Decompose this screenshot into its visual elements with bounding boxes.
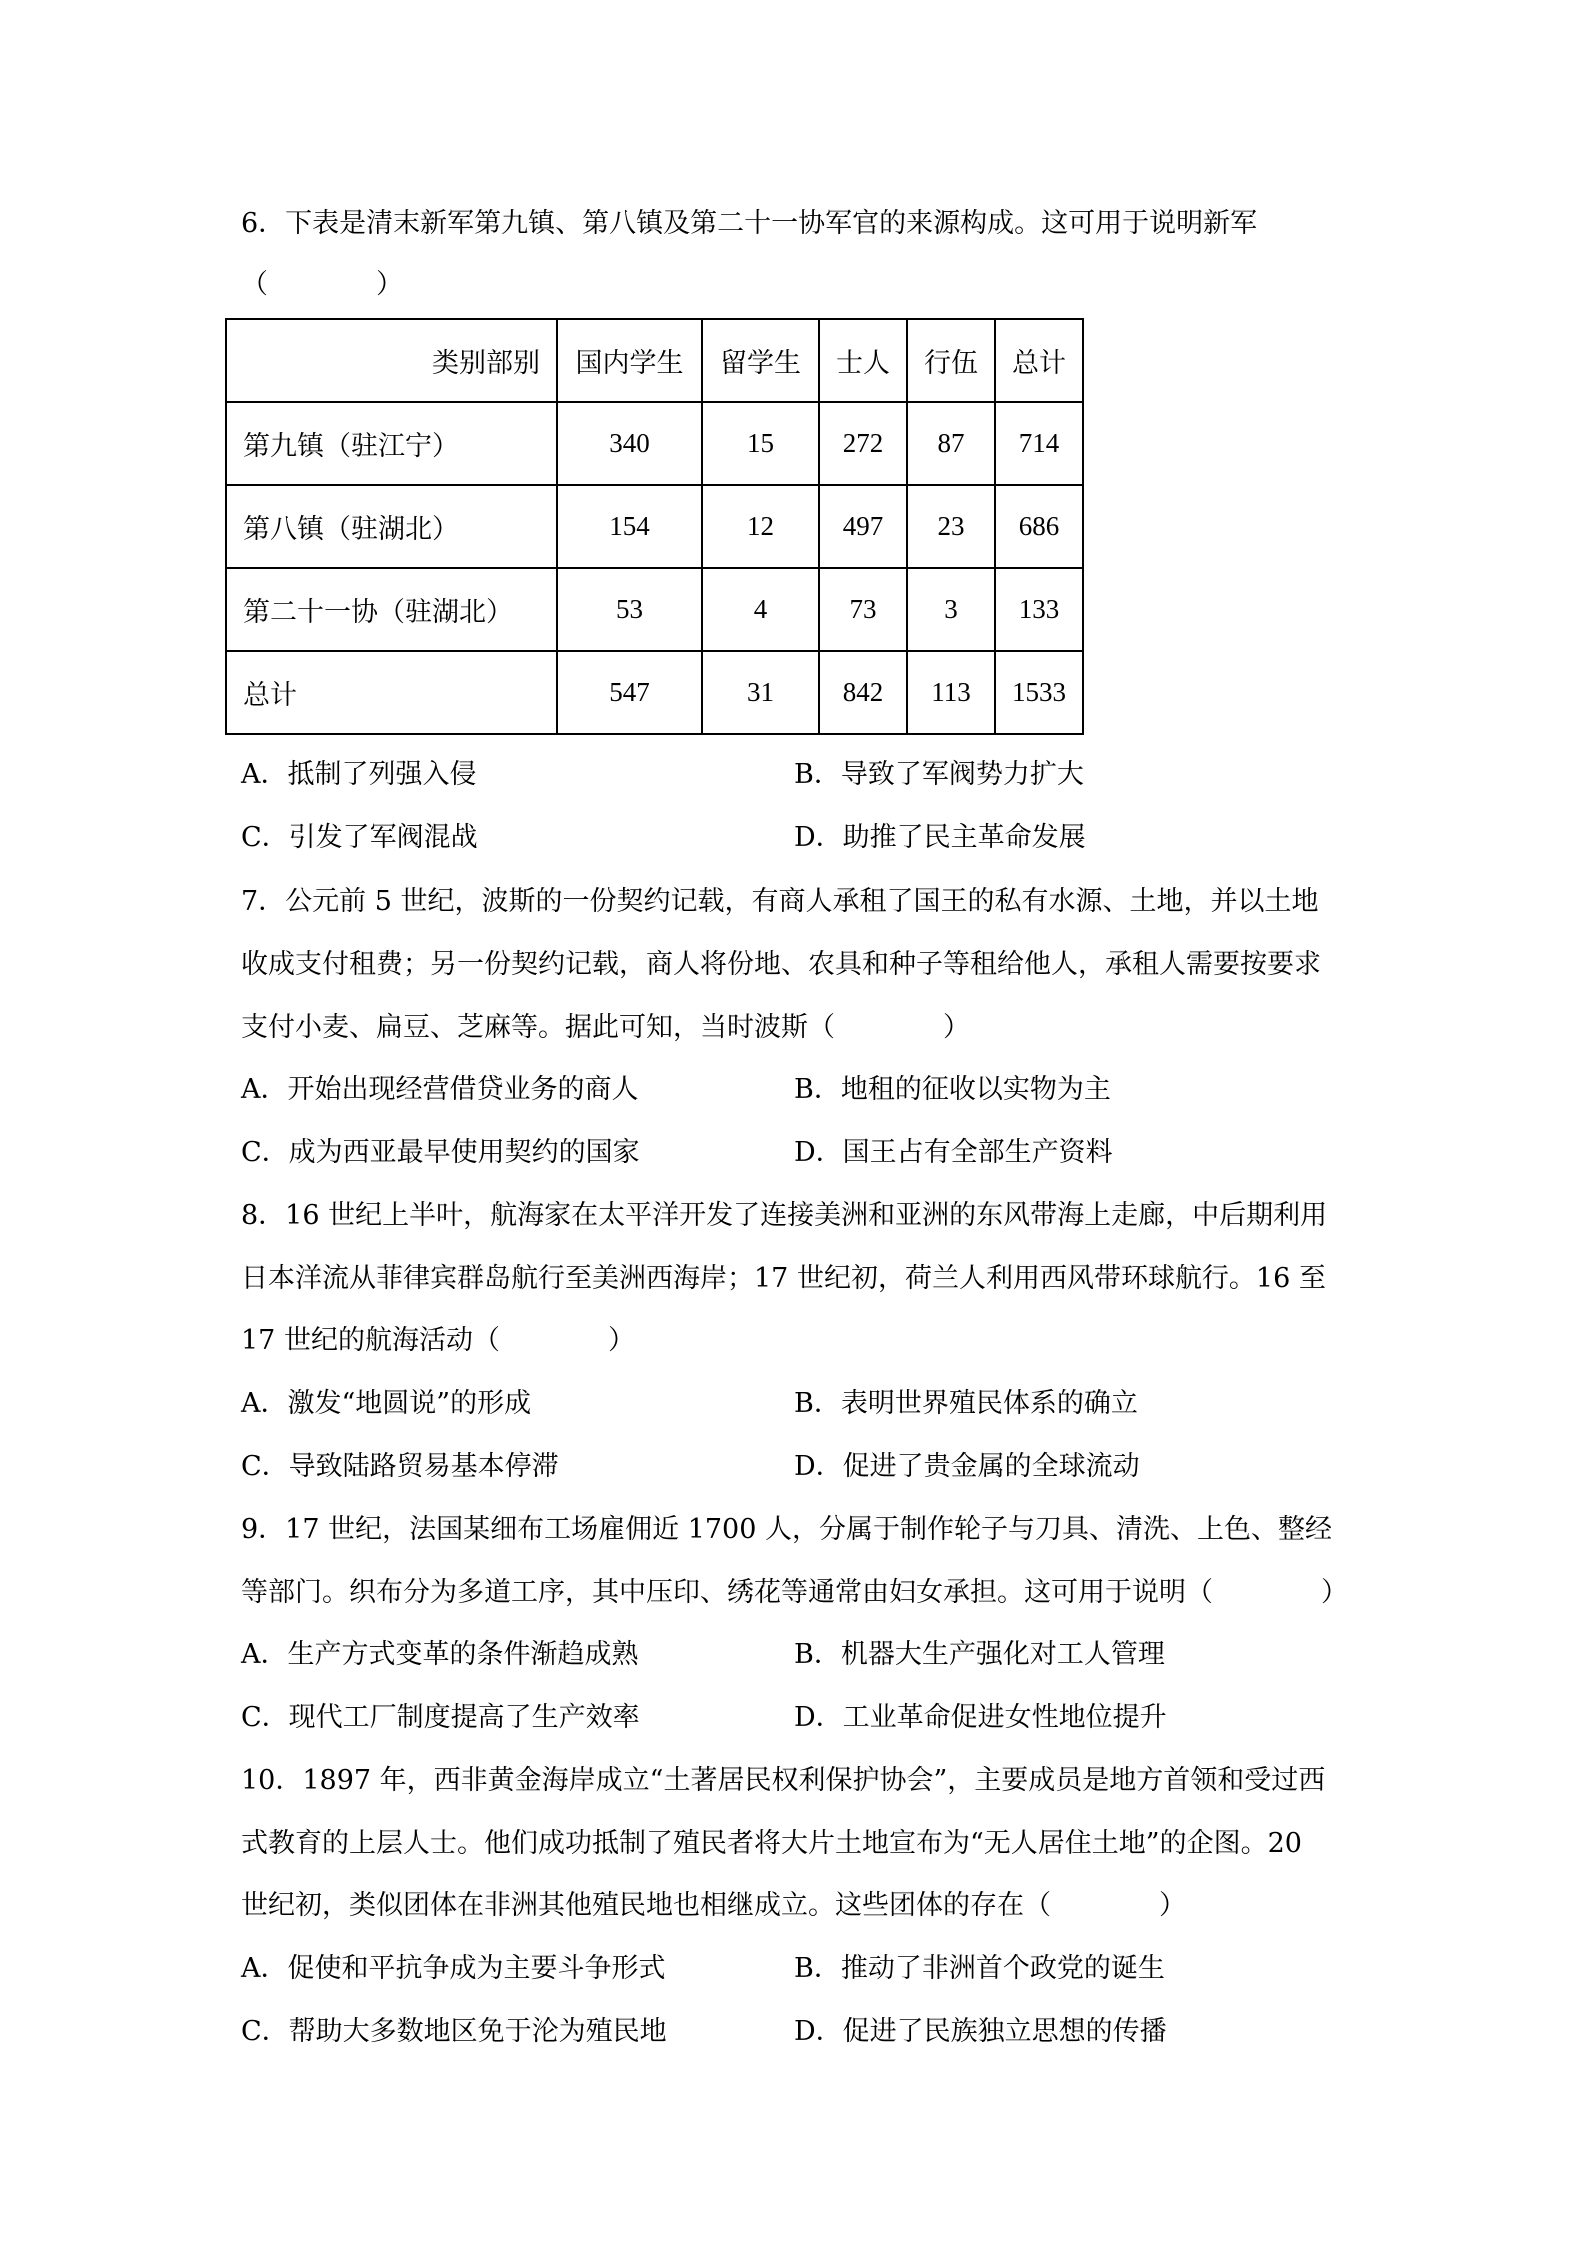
q7-option-c[interactable]: C．成为西亚最早使用契约的国家 <box>241 1137 640 1168</box>
table-row <box>226 402 1083 485</box>
q9-option-c[interactable]: C．现代工厂制度提高了生产效率 <box>241 1702 640 1733</box>
table-cell: 113 <box>907 651 995 734</box>
q10-option-c[interactable]: C．帮助大多数地区免于沦为殖民地 <box>241 2016 667 2047</box>
q6-answer-bracket: （ ） <box>241 269 403 300</box>
table-cell: 53 <box>557 568 702 651</box>
q6-option-b[interactable]: B．导致了军阀势力扩大 <box>794 759 1084 790</box>
q8-stem-line-1: 8．16 世纪上半叶，航海家在太平洋开发了连接美洲和亚洲的东风带海上走廊，中后期利用 <box>241 1200 1328 1231</box>
table-cell: 133 <box>995 568 1083 651</box>
q8-option-b[interactable]: B．表明世界殖民体系的确立 <box>794 1388 1138 1419</box>
q9-option-b[interactable]: B．机器大生产强化对工人管理 <box>794 1639 1165 1670</box>
q6-stem-line-1: 6．下表是清末新军第九镇、第八镇及第二十一协军官的来源构成。这可用于说明新军 <box>241 208 1258 239</box>
q7-stem-line-2: 收成支付租费；另一份契约记载，商人将份地、农具和种子等租给他人，承租人需要按要求 <box>241 949 1321 980</box>
q10-option-a[interactable]: A．促使和平抗争成为主要斗争形式 <box>241 1953 666 1984</box>
table-row-label: 总计 <box>226 651 557 734</box>
q9-stem-line-2: 等部门。织布分为多道工序，其中压印、绣花等通常由妇女承担。这可用于说明（ ） <box>241 1577 1348 1608</box>
table-cell: 4 <box>702 568 819 651</box>
table-cell: 547 <box>557 651 702 734</box>
table-cell: 15 <box>702 402 819 485</box>
table-cell: 31 <box>702 651 819 734</box>
table-cell: 1533 <box>995 651 1083 734</box>
q8-option-c[interactable]: C．导致陆路贸易基本停滞 <box>241 1451 559 1482</box>
table-cell: 497 <box>819 485 907 568</box>
q7-stem-line-1: 7．公元前 5 世纪，波斯的一份契约记载，有商人承租了国王的私有水源、土地，并以土地 <box>241 886 1319 917</box>
table-row <box>226 568 1083 651</box>
q10-stem-line-3: 世纪初，类似团体在非洲其他殖民地也相继成立。这些团体的存在（ ） <box>241 1890 1186 1921</box>
table-cell: 340 <box>557 402 702 485</box>
q9-option-d[interactable]: D．工业革命促进女性地位提升 <box>794 1702 1167 1733</box>
q10-option-b[interactable]: B．推动了非洲首个政党的诞生 <box>794 1953 1165 1984</box>
q8-stem-line-3: 17 世纪的航海活动（ ） <box>241 1325 635 1356</box>
q7-option-a[interactable]: A．开始出现经营借贷业务的商人 <box>241 1074 639 1105</box>
table-row-label: 第九镇（驻江宁） <box>226 402 557 485</box>
q7-option-b[interactable]: B．地租的征收以实物为主 <box>794 1074 1111 1105</box>
table-row-label: 第八镇（驻湖北） <box>226 485 557 568</box>
q6-option-a[interactable]: A．抵制了列强入侵 <box>241 759 477 790</box>
table-cell: 3 <box>907 568 995 651</box>
q10-stem-line-2: 式教育的上层人士。他们成功抵制了殖民者将大片土地宣布为“无人居住土地”的企图。20 <box>241 1828 1302 1859</box>
table-cell: 714 <box>995 402 1083 485</box>
table-cell: 23 <box>907 485 995 568</box>
table-row <box>226 485 1083 568</box>
q7-option-d[interactable]: D．国王占有全部生产资料 <box>794 1137 1113 1168</box>
q10-option-d[interactable]: D．促进了民族独立思想的传播 <box>794 2016 1167 2047</box>
table-header-cell: 留学生 <box>702 319 819 402</box>
table-cell: 87 <box>907 402 995 485</box>
table-cell: 842 <box>819 651 907 734</box>
table-cell: 73 <box>819 568 907 651</box>
q6-option-c[interactable]: C．引发了军阀混战 <box>241 822 478 853</box>
q7-stem-line-3: 支付小麦、扁豆、芝麻等。据此可知，当时波斯（ ） <box>241 1012 970 1043</box>
q8-option-d[interactable]: D．促进了贵金属的全球流动 <box>794 1451 1140 1482</box>
table-header-row <box>226 319 1083 402</box>
table-cell: 686 <box>995 485 1083 568</box>
q8-option-a[interactable]: A．激发“地圆说”的形成 <box>241 1388 532 1419</box>
table-header-cell: 国内学生 <box>557 319 702 402</box>
table-row-total <box>226 651 1083 734</box>
q9-stem-line-1: 9．17 世纪，法国某细布工场雇佣近 1700 人，分属于制作轮子与刀具、清洗、上色、整经 <box>241 1514 1332 1545</box>
table-row-label: 第二十一协（驻湖北） <box>226 568 557 651</box>
q10-stem-line-1: 10．1897 年，西非黄金海岸成立“土著居民权利保护协会”，主要成员是地方首领和受过西 <box>241 1765 1326 1796</box>
table-header-cell: 行伍 <box>907 319 995 402</box>
table-header-cell: 士人 <box>819 319 907 402</box>
table-header-cell: 总计 <box>995 319 1083 402</box>
q9-option-a[interactable]: A．生产方式变革的条件渐趋成熟 <box>241 1639 639 1670</box>
table-cell: 272 <box>819 402 907 485</box>
q8-stem-line-2: 日本洋流从菲律宾群岛航行至美洲西海岸；17 世纪初，荷兰人利用西风带环球航行。16 至 <box>241 1263 1326 1294</box>
table-cell: 12 <box>702 485 819 568</box>
q6-officer-source-table <box>225 318 1084 735</box>
table-cell: 154 <box>557 485 702 568</box>
q6-option-d[interactable]: D．助推了民主革命发展 <box>794 822 1086 853</box>
table-corner-cell: 类别部别 <box>226 319 557 402</box>
